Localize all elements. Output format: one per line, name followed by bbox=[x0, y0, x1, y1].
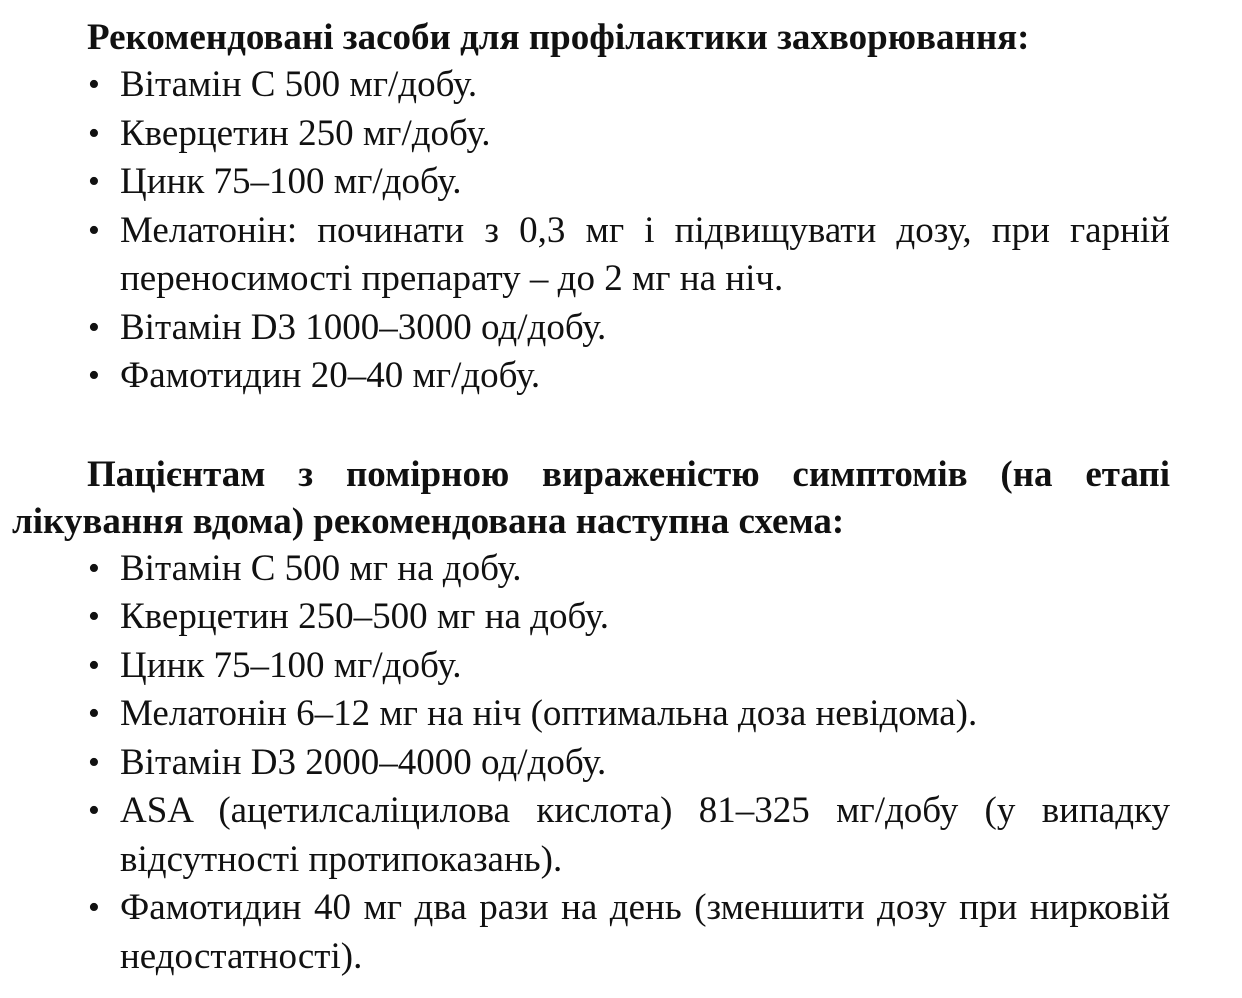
list-item-text: Мелатонін 6–12 мг на ніч (оптимальна доза невідома). bbox=[120, 693, 978, 734]
bullet-icon: • bbox=[88, 646, 100, 684]
list-item bbox=[88, 352, 1170, 401]
list-item-text: Цинк 75–100 мг/добу. bbox=[120, 644, 462, 686]
list-item-text: Мелатонін: починати з 0,3 мг і підвищувати дозу, при гарній переносимості препарату – до 2 мг на ніч. bbox=[120, 209, 1170, 299]
list-item-text: Кверцетин 250–500 мг на добу. bbox=[120, 596, 609, 637]
bullet-icon: • bbox=[88, 743, 100, 781]
list-item-text: Вітамін D3 1000–3000 од/добу. bbox=[120, 306, 607, 348]
prevention-section bbox=[12, 14, 1170, 401]
bullet-icon: • bbox=[88, 308, 100, 346]
prevention-heading: Рекомендовані засоби для профілактики захворювання: bbox=[87, 17, 1030, 58]
bullet-icon: • bbox=[88, 695, 100, 732]
list-item-text: Вітамін С 500 мг на добу. bbox=[120, 547, 522, 589]
list-item-text: Вітамін D3 2000–4000 од/добу. bbox=[120, 741, 607, 783]
list-item bbox=[88, 739, 1170, 788]
bullet-icon: • bbox=[88, 549, 100, 587]
bullet-icon: • bbox=[88, 598, 100, 635]
list-item-text: Цинк 75–100 мг/добу. bbox=[120, 161, 462, 202]
bullet-icon: • bbox=[88, 66, 100, 103]
bullet-icon: • bbox=[88, 357, 100, 394]
home-treatment-section bbox=[12, 451, 1170, 982]
list-item-text: Кверцетин 250 мг/добу. bbox=[120, 112, 491, 154]
list-item bbox=[88, 593, 1170, 642]
list-item bbox=[88, 690, 1170, 739]
bullet-icon: • bbox=[88, 211, 100, 249]
list-item-text: Вітамін С 500 мг/добу. bbox=[120, 64, 478, 105]
list-item bbox=[88, 787, 1170, 884]
document-page bbox=[12, 14, 1170, 981]
list-item-text: Фамотидин 20–40 мг/добу. bbox=[120, 355, 541, 396]
list-item bbox=[88, 158, 1170, 207]
prevention-list bbox=[12, 61, 1170, 401]
bullet-icon: • bbox=[88, 114, 100, 152]
home-treatment-heading: Пацієнтам з помірною вираженістю симптомів (на етапі лікування вдома) рекомендована наступна схема: bbox=[12, 453, 1170, 542]
home-treatment-list bbox=[12, 545, 1170, 982]
list-item bbox=[88, 545, 1170, 594]
bullet-icon: • bbox=[88, 792, 100, 829]
bullet-icon: • bbox=[88, 889, 100, 926]
list-item-text: Фамотидин 40 мг два рази на день (зменшити дозу при нирковій недостатності). bbox=[120, 887, 1170, 977]
list-item bbox=[88, 304, 1170, 353]
list-item bbox=[88, 884, 1170, 981]
list-item bbox=[88, 61, 1170, 110]
list-item bbox=[88, 642, 1170, 691]
list-item bbox=[88, 207, 1170, 304]
list-item bbox=[88, 110, 1170, 159]
bullet-icon: • bbox=[88, 163, 100, 200]
list-item-text: ASA (ацетилсаліцилова кислота) 81–325 мг/добу (у випадку відсутності протипоказань). bbox=[120, 790, 1170, 880]
